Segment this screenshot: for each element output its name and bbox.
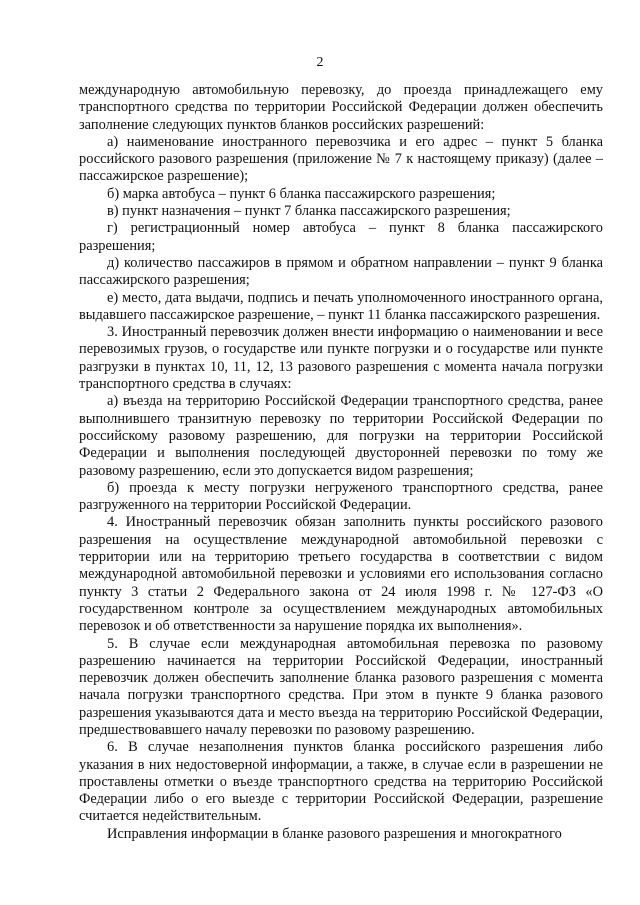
paragraph-item-b: б) марка автобуса – пункт 6 бланка пассажирского разрешения; bbox=[107, 185, 496, 202]
paragraph-item-g: г) регистрационный номер автобуса – пункт 8 бланка пассажирского разрешения; bbox=[79, 220, 603, 254]
document-body bbox=[79, 82, 603, 843]
paragraph-item-e: е) место, дата выдачи, подпись и печать уполномоченного иностранного органа, выдавшего пассажирское разрешение, – пункт 11 бланка пассажирского разрешения. bbox=[79, 289, 603, 323]
paragraph-clause-3-item-a: а) въезда на территорию Российской Федерации транспортного средства, ранее выполнившего транзитную перевозку по территории Российской Федерации по российскому разовому разрешению, для погрузки на территории Российской Федерации и выполнения последующей двусторонней перевозки по тому же разовому разрешению, если это допускается видом разрешения; bbox=[79, 393, 603, 479]
paragraph-clause-6: 6. В случае незаполнения пунктов бланка российского разрешения либо указания в них недостоверной информации, а также, в случае если в разрешении не проставлены отметки о въезде транспортного средства на территорию Российской Федерации либо о его выезде с территории Российской Федерации, разрешение считается недействительным. bbox=[79, 739, 603, 825]
paragraph-item-v: в) пункт назначения – пункт 7 бланка пассажирского разрешения; bbox=[107, 203, 511, 220]
paragraph-clause-3-item-b: б) проезда к месту погрузки негруженого транспортного средства, ранее разгруженного на территории Российской Федерации. bbox=[79, 479, 603, 514]
paragraph-clause-5: 5. В случае если международная автомобильная перевозка по разовому разрешению начинается на территории Российской Федерации, иностранный перевозчик должен обеспечить заполнение бланка разового разрешения с момента начала погрузки транспортного средства. При этом в пункте 9 бланка разового разрешения указываются дата и место въезда на территорию Российской Федерации, предшествовавшего началу перевозки по разовому разрешению. bbox=[79, 635, 603, 738]
page-number: 2 bbox=[316, 55, 324, 70]
paragraph-item-d: д) количество пассажиров в прямом и обратном направлении – пункт 9 бланка пассажирского разрешения; bbox=[79, 254, 603, 289]
paragraph-clause-4: 4. Иностранный перевозчик обязан заполнить пункты российского разового разрешения на осуществление международной автомобильной перевозки с территории или на территорию третьего государства в соответствии с видом международной автомобильной перевозки и условиями его использования согласно пункту 3 статьи 2 Федерального закона от 24 июля 1998 г. № 127-ФЗ «О государственном контроле за осуществлением международных автомобильных перевозок и об ответственности за нарушение порядка их выполнения». bbox=[79, 514, 603, 635]
paragraph-item-a: а) наименование иностранного перевозчика и его адрес – пункт 5 бланка российского разового разрешения (приложение № 7 к настоящему приказу) (далее – пассажирское разрешение); bbox=[79, 133, 603, 185]
paragraph-continuation: международную автомобильную перевозку, до проезда принадлежащего ему транспортного средства по территории Российской Федерации должен обеспечить заполнение следующих пунктов бланков российских разрешений: bbox=[79, 82, 603, 133]
paragraph-clause-3: 3. Иностранный перевозчик должен внести информацию о наименовании и весе перевозимых грузов, о государстве или пункте погрузки и о государстве или пункте разгрузки в пунктах 10, 11, 12, 13 разового разрешения с момента начала погрузки транспортного средства в случаях: bbox=[79, 324, 603, 393]
paragraph-corrections: Исправления информации в бланке разового разрешения и многократного bbox=[107, 825, 562, 842]
